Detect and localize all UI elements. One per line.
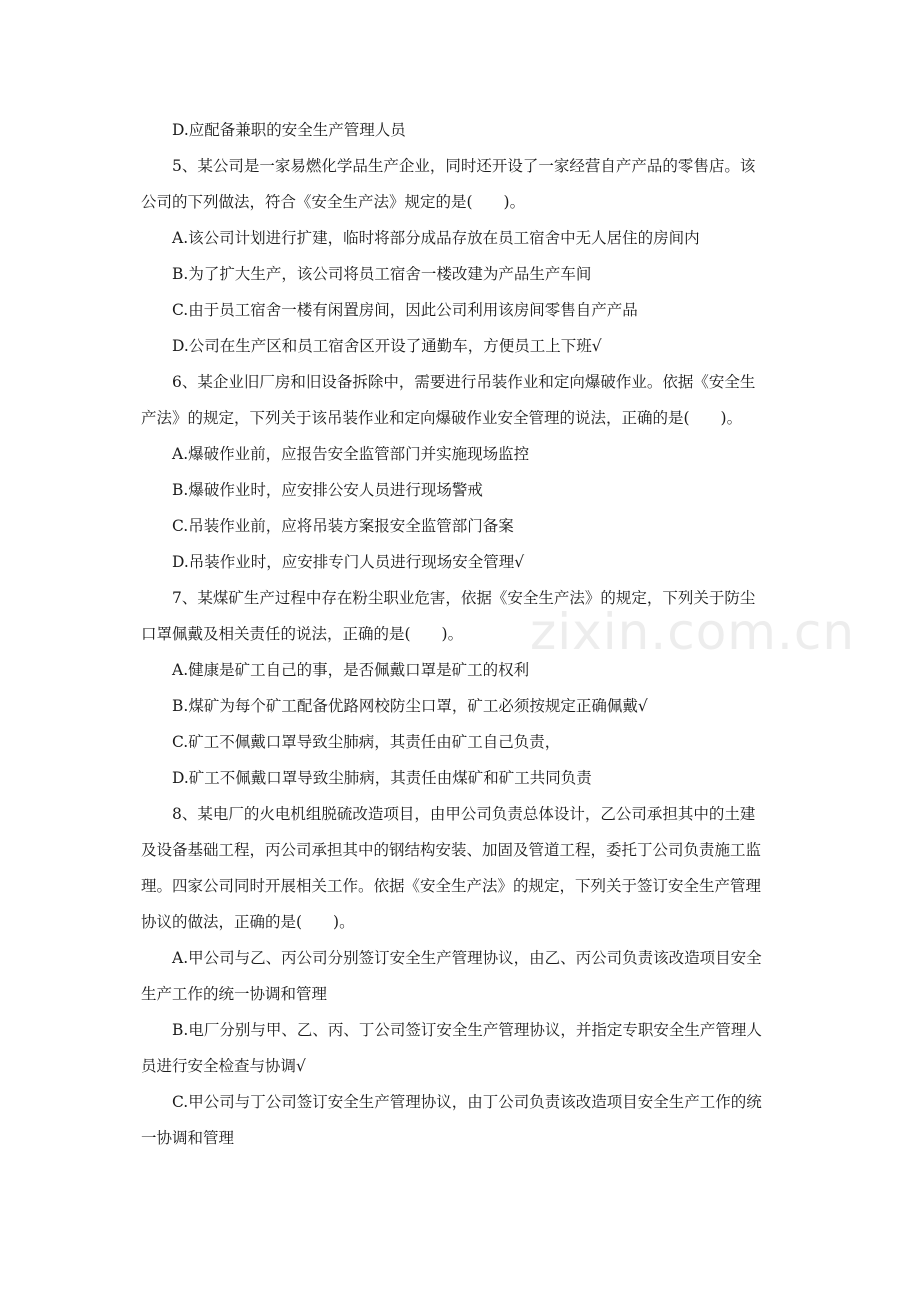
text-line: A.该公司计划进行扩建，临时将部分成品存放在员工宿舍中无人居住的房间内 (172, 229, 700, 247)
text-line: C.甲公司与丁公司签订安全生产管理协议，由丁公司负责该改造项目安全生产工作的统 (172, 1093, 762, 1111)
text-line: A.健康是矿工自己的事，是否佩戴口罩是矿工的权利 (172, 661, 530, 679)
text-line: 及设备基础工程，丙公司承担其中的钢结构安装、加固及管道工程，委托丁公司负责施工监 (141, 841, 762, 859)
text-line: 公司的下列做法，符合《安全生产法》规定的是( )。 (141, 193, 526, 211)
document-body (141, 112, 812, 1156)
text-line: 5、某公司是一家易燃化学品生产企业，同时还开设了一家经营自产产品的零售店。该 (172, 157, 756, 175)
text-line: D.吊装作业时，应安排专门人员进行现场安全管理√ (172, 553, 525, 571)
text-line: 协议的做法，正确的是( )。 (141, 913, 355, 931)
text-line: C.吊装作业前，应将吊装方案报安全监管部门备案 (172, 517, 514, 535)
text-line: 生产工作的统一协调和管理 (141, 985, 328, 1003)
text-line: B.爆破作业时，应安排公安人员进行现场警戒 (172, 481, 483, 499)
text-line: D.应配备兼职的安全生产管理人员 (172, 121, 406, 139)
text-line: 一协调和管理 (141, 1129, 235, 1147)
text-line: C.由于员工宿舍一楼有闲置房间，因此公司利用该房间零售自产产品 (172, 301, 638, 319)
text-line: 员进行安全检查与协调√ (141, 1057, 306, 1075)
text-line: A.爆破作业前，应报告安全监管部门并实施现场监控 (172, 445, 530, 463)
text-line: 8、某电厂的火电机组脱硫改造项目，由甲公司负责总体设计，乙公司承担其中的土建 (172, 805, 756, 823)
text-line: D.公司在生产区和员工宿舍区开设了通勤车，方便员工上下班√ (172, 337, 602, 355)
text-line: A.甲公司与乙、丙公司分别签订安全生产管理协议，由乙、丙公司负责该改造项目安全 (172, 949, 762, 967)
watermark: zixin.com.cn (530, 603, 856, 661)
text-line: 产法》的规定，下列关于该吊装作业和定向爆破作业安全管理的说法，正确的是( )。 (141, 409, 743, 427)
text-line: 口罩佩戴及相关责任的说法，正确的是( )。 (141, 625, 464, 643)
text-line: 7、某煤矿生产过程中存在粉尘职业危害，依据《安全生产法》的规定，下列关于防尘 (172, 589, 756, 607)
text-line: C.矿工不佩戴口罩导致尘肺病，其责任由矿工自己负责， (172, 733, 561, 751)
text-line: D.矿工不佩戴口罩导致尘肺病，其责任由煤矿和矿工共同负责 (172, 769, 592, 787)
text-line: B.为了扩大生产，该公司将员工宿舍一楼改建为产品生产车间 (172, 265, 592, 283)
text-line: 理。四家公司同时开展相关工作。依据《安全生产法》的规定，下列关于签订安全生产管理 (141, 877, 762, 895)
text-line: B.电厂分别与甲、乙、丙、丁公司签订安全生产管理协议，并指定专职安全生产管理人 (172, 1021, 762, 1039)
text-line: 6、某企业旧厂房和旧设备拆除中，需要进行吊装作业和定向爆破作业。依据《安全生 (172, 373, 756, 391)
text-line: B.煤矿为每个矿工配备优路网校防尘口罩，矿工必须按规定正确佩戴√ (172, 697, 648, 715)
